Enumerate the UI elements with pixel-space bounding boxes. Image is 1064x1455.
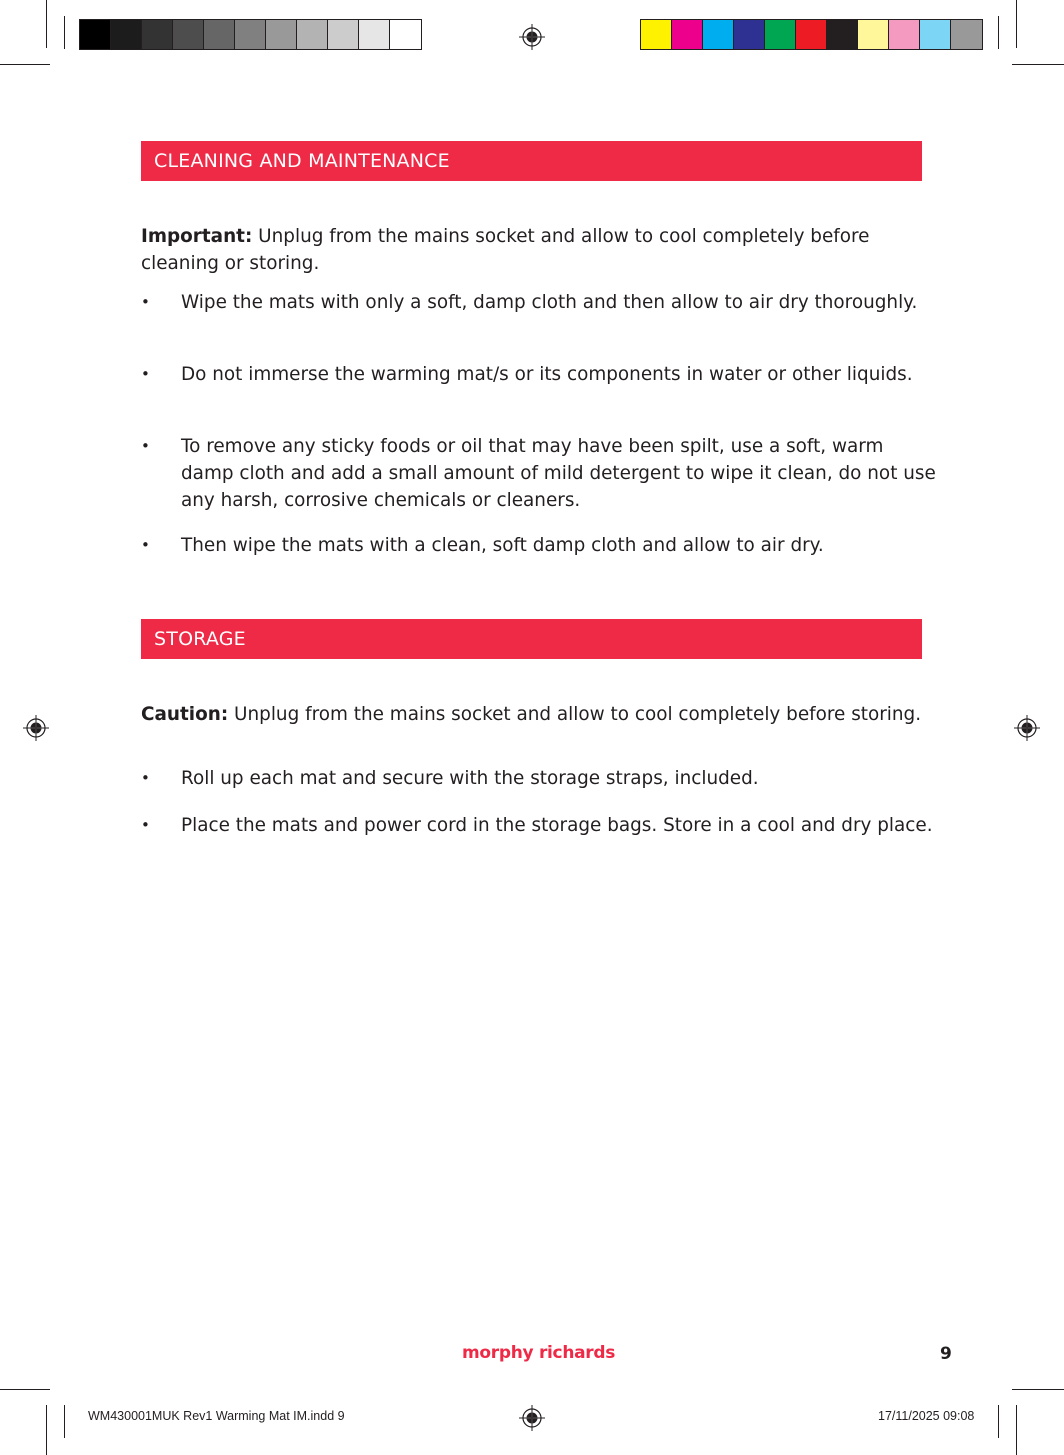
list-item-text: Do not immerse the warming mat/s or its components in water or other liquids. [181,364,913,385]
list-item-text: Roll up each mat and secure with the storage straps, included. [181,768,759,789]
color-swatch [204,20,235,49]
process-color-bar [640,19,983,50]
caution-label: Caution: [141,704,229,725]
storage-section-heading: STORAGE [141,619,922,659]
important-label: Important: [141,226,253,247]
list-item-text: Place the mats and power cord in the storage bags. Store in a cool and dry place. [181,815,933,836]
color-swatch [641,20,672,49]
crop-mark [64,1405,65,1438]
crop-mark [46,0,47,48]
color-swatch [80,20,111,49]
bullet-icon: • [141,365,150,383]
storage-intro-text: Unplug from the mains socket and allow to cool completely before storing. [228,704,922,725]
color-swatch [390,20,421,49]
crop-mark [1012,64,1064,65]
color-swatch [920,20,951,49]
crop-mark [64,16,65,49]
brand-logo: morphy richards [462,1343,616,1363]
color-swatch [235,20,266,49]
color-swatch [266,20,297,49]
cleaning-intro [141,223,931,277]
list-item-text: To remove any sticky foods or oil that may have been spilt, use a soft, warm damp cloth and add a small amount of mild detergent to wipe it clean, do not use any harsh, corrosive chemicals or cleaners. [181,436,936,511]
registration-mark-icon [519,24,545,50]
color-swatch [111,20,142,49]
bullet-icon: • [141,293,150,311]
color-swatch [142,20,173,49]
color-swatch [359,20,390,49]
registration-mark-icon [519,1405,545,1431]
color-swatch [173,20,204,49]
list-item-text: Then wipe the mats with a clean, soft damp cloth and allow to air dry. [181,535,824,556]
storage-intro [141,701,931,728]
registration-mark-icon [23,715,49,741]
crop-mark [1012,1389,1064,1390]
crop-mark [998,16,999,49]
crop-mark [998,1405,999,1438]
cleaning-intro-text: Unplug from the mains socket and allow to cool completely before cleaning or storing. [141,226,870,274]
color-swatch [796,20,827,49]
color-swatch [734,20,765,49]
color-swatch [297,20,328,49]
slug-timestamp: 17/11/2025 09:08 [878,1409,975,1423]
crop-mark [0,64,50,65]
color-swatch [765,20,796,49]
color-swatch [858,20,889,49]
crop-mark [1016,0,1017,48]
crop-mark [46,1405,47,1455]
crop-mark [0,1389,50,1390]
color-swatch [951,20,982,49]
bullet-icon: • [141,536,150,554]
color-swatch [889,20,920,49]
registration-mark-icon [1014,715,1040,741]
color-swatch [328,20,359,49]
cleaning-section-heading: CLEANING AND MAINTENANCE [141,141,922,181]
bullet-icon: • [141,437,150,455]
bullet-icon: • [141,769,150,787]
list-item-text: Wipe the mats with only a soft, damp cloth and then allow to air dry thoroughly. [181,292,918,313]
crop-mark [1016,1405,1017,1455]
color-swatch [827,20,858,49]
grayscale-color-bar [79,19,422,50]
page-number: 9 [940,1344,952,1364]
color-swatch [703,20,734,49]
bullet-icon: • [141,816,150,834]
slug-file-name: WM430001MUK Rev1 Warming Mat IM.indd 9 [88,1409,345,1423]
color-swatch [672,20,703,49]
